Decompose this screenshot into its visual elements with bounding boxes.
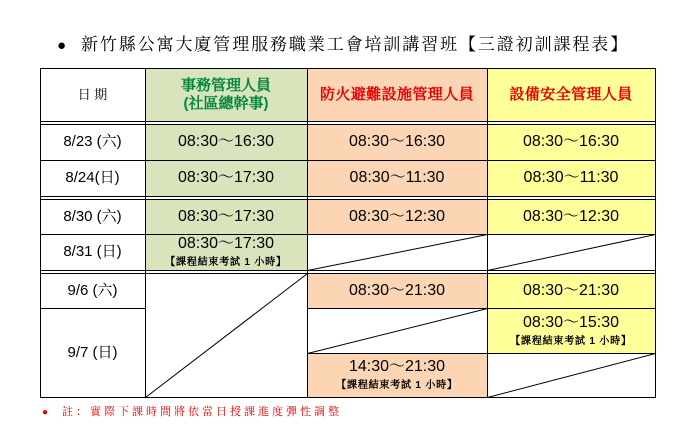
affairs-column-header: [145, 68, 307, 121]
date-label: 9/7 (日): [67, 343, 118, 361]
row-6-date: [40, 308, 145, 397]
affairs-header-subtitle: (社區總幹事): [183, 94, 269, 112]
row-2-equipment: [487, 160, 655, 196]
fire-header-title: 防火避難設施管理人員: [319, 85, 474, 103]
equipment-column-header: [487, 68, 655, 121]
exam-note: 【課程結束考試 1 小時】: [165, 257, 287, 268]
equipment-header-title: 設備安全管理人員: [509, 85, 633, 103]
row-5-fire: [307, 273, 487, 308]
date-column-header: [40, 68, 145, 121]
time-range: 08:30～12:30: [348, 207, 446, 225]
date-label: 8/30 (六): [63, 207, 122, 225]
affairs-header-title: 事務管理人員: [180, 76, 271, 94]
row-1-fire: [307, 124, 487, 160]
title-bullet: ●: [57, 38, 67, 54]
title-text: 新竹縣公寓大廈管理服務職業工會培訓講習班【三證初訓課程表】: [81, 35, 630, 54]
row-3-date: [40, 199, 145, 234]
time-range: 08:30～11:30: [349, 169, 445, 186]
time-range: 08:30～15:30: [522, 313, 620, 331]
footnote-text: 註：實際下課時間將依當日授課進度彈性調整: [62, 406, 342, 418]
row-2-fire: [307, 160, 487, 196]
time-range: 08:30～21:30: [522, 281, 620, 299]
date-header-label: 日 期: [77, 86, 108, 102]
row-5-equipment: [487, 273, 655, 308]
row-1-affairs: [145, 124, 307, 160]
row-2-date: [40, 160, 145, 196]
row-6-equipment: [487, 308, 655, 353]
fire-column-header: [307, 68, 487, 121]
row-5-6-affairs-empty: [145, 273, 307, 397]
time-range: 08:30～17:30: [177, 169, 275, 186]
time-range: 08:30～12:30: [522, 207, 620, 225]
row-1-date: [40, 124, 145, 160]
footnote-bullet: ●: [42, 407, 49, 418]
date-label: 8/24(日): [65, 169, 120, 186]
row-3-equipment: [487, 199, 655, 234]
date-label: 8/23 (六): [63, 133, 122, 150]
date-label: 8/31 (日): [63, 243, 122, 260]
row-3-affairs: [145, 199, 307, 234]
row-6-equipment-empty: [487, 353, 655, 397]
exam-note: 【課程結束考試 1 小時】: [510, 335, 632, 347]
row-6-fire: [307, 353, 487, 397]
row-1-equipment: [487, 124, 655, 160]
footnote: [42, 404, 342, 420]
time-range: 08:30～16:30: [348, 133, 446, 150]
row-3-fire: [307, 199, 487, 234]
row-5-date: [40, 273, 145, 308]
time-range: 08:30～17:30: [177, 235, 275, 252]
row-6-fire-empty: [307, 308, 487, 353]
exam-note: 【課程結束考試 1 小時】: [336, 380, 458, 391]
row-2-affairs: [145, 160, 307, 196]
time-range: 08:30～21:30: [348, 281, 446, 299]
time-range: 08:30～17:30: [177, 207, 275, 225]
date-label: 9/6 (六): [67, 281, 118, 299]
row-4-equipment-empty: [487, 234, 655, 270]
time-range: 08:30～16:30: [177, 133, 275, 150]
row-4-affairs: [145, 234, 307, 270]
row-4-date: [40, 234, 145, 270]
time-range: 08:30～16:30: [522, 133, 620, 150]
document-title: [57, 34, 629, 56]
time-range: 14:30～21:30: [348, 358, 446, 375]
time-range: 08:30～11:30: [523, 169, 619, 186]
row-4-fire-empty: [307, 234, 487, 270]
